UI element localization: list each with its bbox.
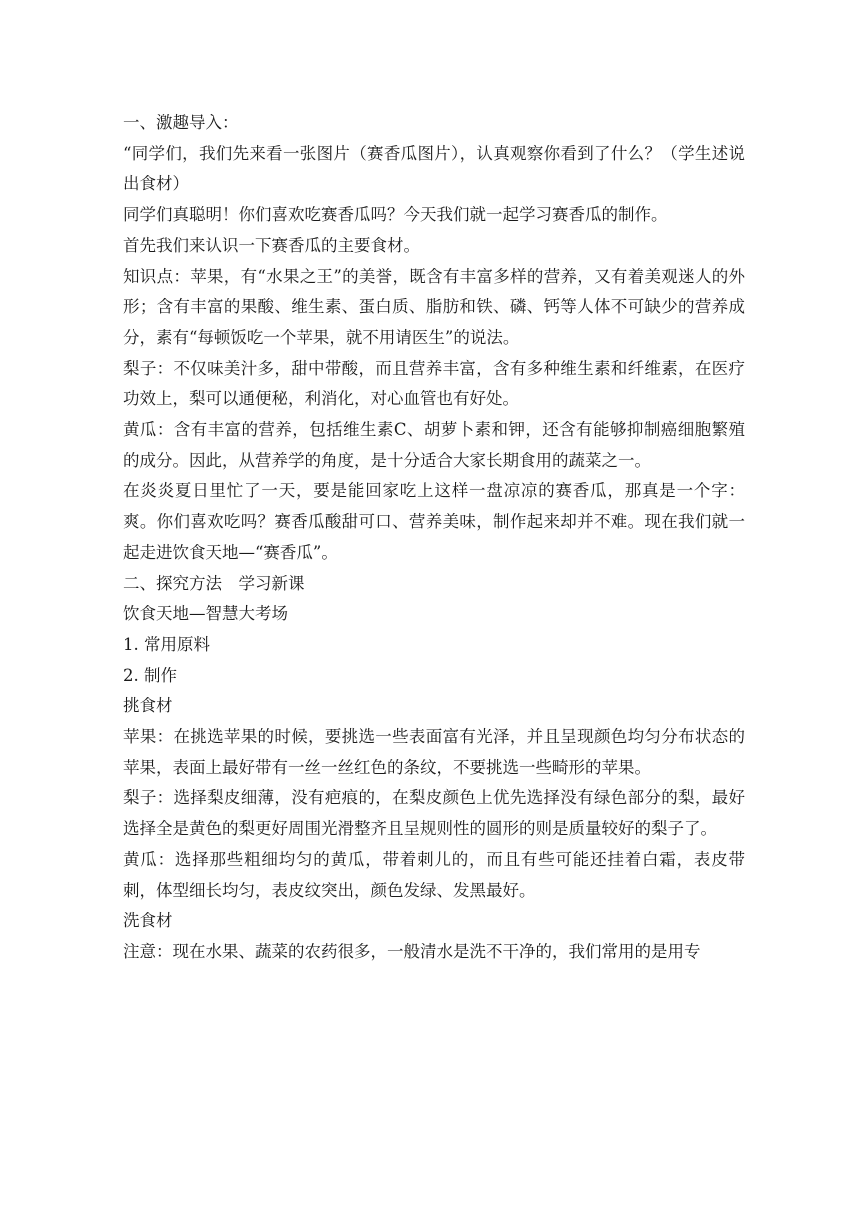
paragraph-pick-apple: 苹果：在挑选苹果的时候，要挑选一些表面富有光泽，并且呈现颜色均匀分布状态的苹果，表面上最好带有一丝一丝红色的条纹，不要挑选一些畸形的苹果。 xyxy=(123,727,745,777)
paragraph: 同学们真聪明！你们喜欢吃赛香瓜吗？今天我们就一起学习赛香瓜的制作。 xyxy=(123,205,668,225)
paragraph-pick-pear: 梨子：选择梨皮细薄，没有疤痕的，在梨皮颜色上优先选择没有绿色部分的梨，最好选择全是黄色的梨更好周围光滑整齐且呈规则性的圆形的则是质量较好的梨子了。 xyxy=(123,788,745,839)
subheading-pick-ingredients: 挑食材 xyxy=(123,696,173,716)
paragraph: 在炎炎夏日里忙了一天，要是能回家吃上这样一盘凉凉的赛香瓜，那真是一个字：爽。你们喜欢吃吗？赛香瓜酸甜可口、营养美味，制作起来却并不难。现在我们就一起走进饮食天地—“赛香瓜”。 xyxy=(123,481,745,562)
paragraph-pick-cucumber: 黄瓜：选择那些粗细均匀的黄瓜，带着刺儿的，而且有些可能还挂着白霜，表皮带刺，体型细长均匀，表皮纹突出，颜色发绿、发黑最好。 xyxy=(123,849,745,900)
paragraph: “同学们，我们先来看一张图片（赛香瓜图片），认真观察你看到了什么？（学生述说出食材） xyxy=(123,143,745,194)
subheading: 饮食天地—智慧大考场 xyxy=(123,604,288,624)
subheading-wash-ingredients: 洗食材 xyxy=(123,911,173,931)
section-heading-intro: 一、激趣导入： xyxy=(123,113,239,132)
list-item: 2. 制作 xyxy=(123,665,177,685)
paragraph-cucumber-knowledge: 黄瓜：含有丰富的营养，包括维生素C、胡萝卜素和钾，还含有能够抑制癌细胞繁殖的成分。因此，从营养学的角度，是十分适合大家长期食用的蔬菜之一。 xyxy=(123,420,745,470)
paragraph: 首先我们来认识一下赛香瓜的主要食材。 xyxy=(123,235,420,255)
list-item: 1. 常用原料 xyxy=(123,634,210,654)
paragraph-pear-knowledge: 梨子：不仅味美汁多，甜中带酸，而且营养丰富，含有多种维生素和纤维素，在医疗功效上，梨可以通便秘，利消化，对心血管也有好处。 xyxy=(123,358,745,409)
section-heading-explore: 二、探究方法 学习新课 xyxy=(123,573,305,593)
paragraph-wash-note: 注意：现在水果、蔬菜的农药很多，一般清水是洗不干净的，我们常用的是用专 xyxy=(123,941,701,961)
paragraph-apple-knowledge: 知识点：苹果，有“水果之王”的美誉，既含有丰富多样的营养，又有着美观迷人的外形；含有丰富的果酸、维生素、蛋白质、脂肪和铁、磷、钙等人体不可缺少的营养成分，素有“每顿饭吃一个苹果，就不用请医生”的说法。 xyxy=(123,266,745,347)
document-body xyxy=(123,108,745,968)
